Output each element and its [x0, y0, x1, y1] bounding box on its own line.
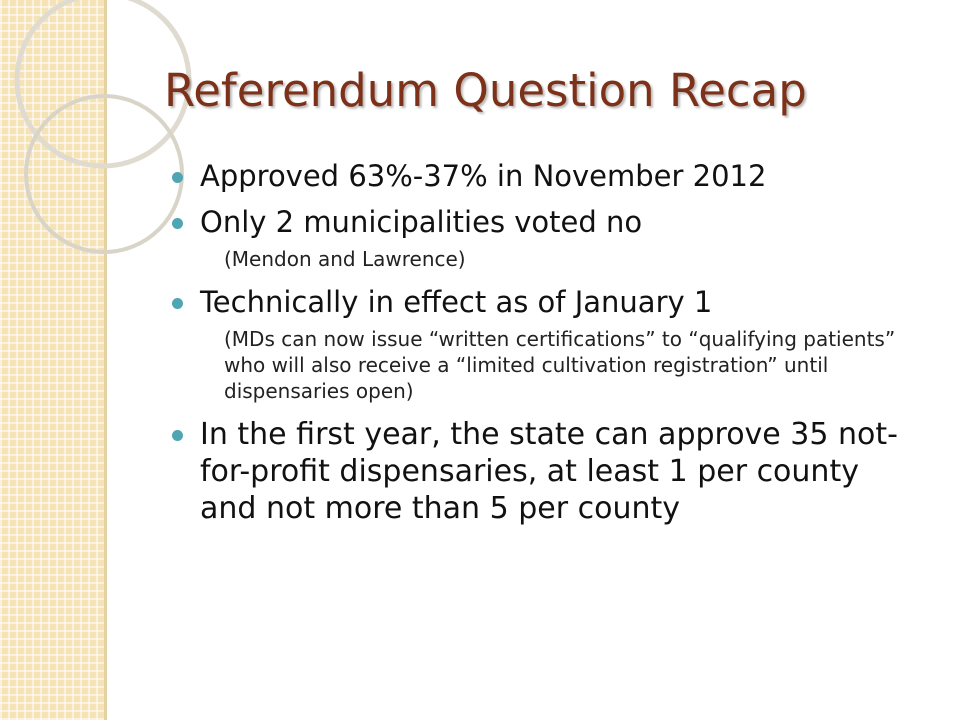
bullet-text: Technically in effect as of January 1: [200, 285, 713, 319]
bullet-text: Only 2 municipalities voted no: [200, 205, 643, 239]
bullet-note: (Mendon and Lawrence): [224, 247, 466, 271]
slide-title: Referendum Question Recap: [164, 64, 807, 117]
bullet-dot-icon: [172, 298, 183, 309]
bullet-item: [172, 158, 917, 194]
bullet-note: (MDs can now issue “written certifications” to “qualifying patients” who will also receive a “limited cultivation registration” until dispensaries open): [224, 327, 896, 403]
bullet-item: [172, 416, 917, 527]
bullet-list: [172, 158, 917, 527]
bullet-dot-icon: [172, 430, 183, 441]
bullet-item: [172, 204, 917, 272]
bullet-text: In the first year, the state can approve 35 not-for-profit dispensaries, at least 1 per county and not more than 5 per county: [200, 417, 898, 526]
bullet-dot-icon: [172, 172, 183, 183]
bullet-item: [172, 284, 917, 404]
decorative-ring-inner: [26, 96, 182, 252]
bullet-text: Approved 63%-37% in November 2012: [200, 159, 767, 193]
bullet-dot-icon: [172, 218, 183, 229]
